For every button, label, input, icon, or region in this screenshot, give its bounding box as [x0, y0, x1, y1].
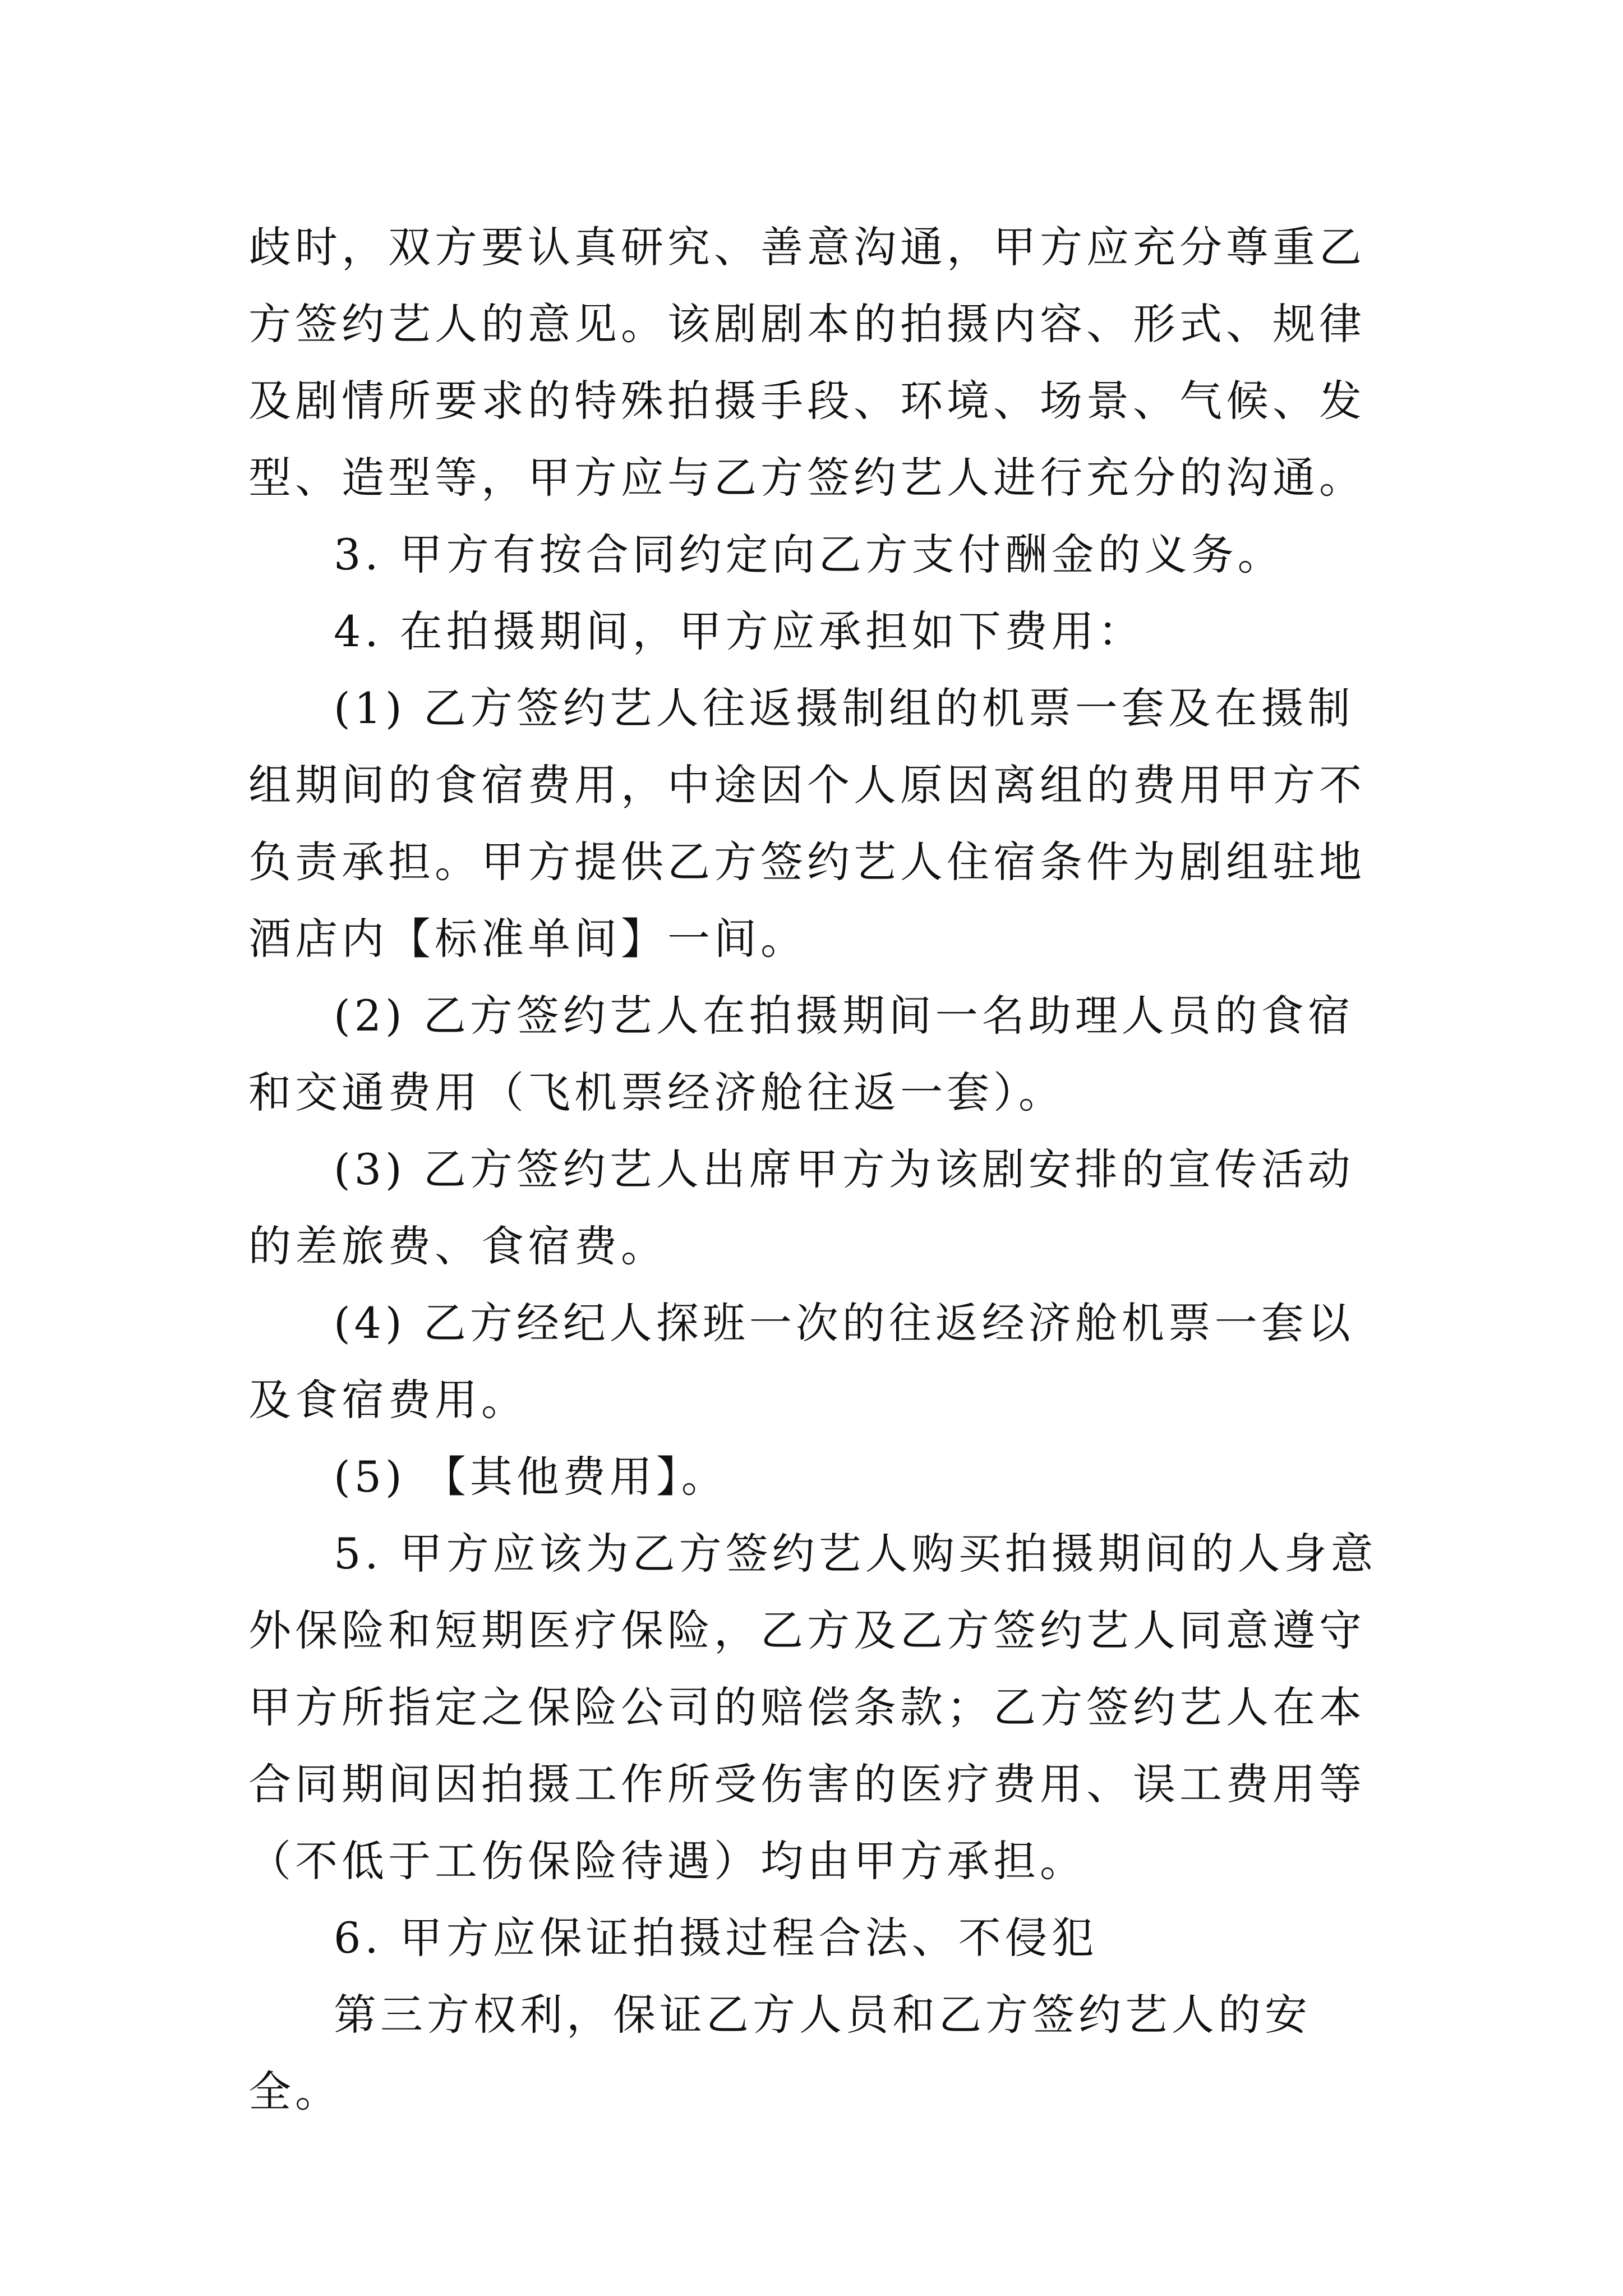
paragraph-item-1: (1) 乙方签约艺人往返摄制组的机票一套及在摄制组期间的食宿费用，中途因个人原因离组的费用甲方不负责承担。甲方提供乙方签约艺人住宿条件为剧组驻地酒店内【标准单间】一间。 — [248, 683, 1366, 964]
paragraph-clause-6-continued: 第三方权利，保证乙方人员和乙方签约艺人的安全。 — [248, 1990, 1311, 2116]
paragraph-clause-5: 5. 甲方应该为乙方签约艺人购买拍摄期间的人身意外保险和短期医疗保险，乙方及乙方签约艺人同意遵守甲方所指定之保险公司的赔偿条款；乙方签约艺人在本合同期间因拍摄工作所受伤害的医疗费用、误工费用等（不低于工伤保险待遇）均由甲方承担。 — [248, 1529, 1377, 1886]
paragraph-clause-3: 3. 甲方有按合同约定向乙方支付酬金的义务。 — [334, 530, 1284, 579]
paragraph-item-3: (3) 乙方签约艺人出席甲方为该剧安排的宣传活动的差旅费、食宿费。 — [248, 1144, 1354, 1271]
document-body — [248, 209, 1393, 2130]
paragraph-continuation: 歧时，双方要认真研究、善意沟通，甲方应充分尊重乙方签约艺人的意见。该剧剧本的拍摄内容、形式、规律及剧情所要求的特殊拍摄手段、环境、场景、气候、发型、造型等，甲方应与乙方签约艺人进行充分的沟通。 — [248, 222, 1366, 503]
paragraph-item-4: (4) 乙方经纪人探班一次的往返经济舱机票一套以及食宿费用。 — [248, 1298, 1354, 1425]
paragraph-clause-4: 4. 在拍摄期间，甲方应承担如下费用： — [334, 606, 1145, 656]
paragraph-item-5: (5) 【其他费用】。 — [334, 1452, 728, 1502]
paragraph-item-2: (2) 乙方签约艺人在拍摄期间一名助理人员的食宿和交通费用（飞机票经济舱往返一套）。 — [248, 991, 1354, 1117]
paragraph-clause-6: 6. 甲方应保证拍摄过程合法、不侵犯 — [334, 1913, 1098, 1963]
